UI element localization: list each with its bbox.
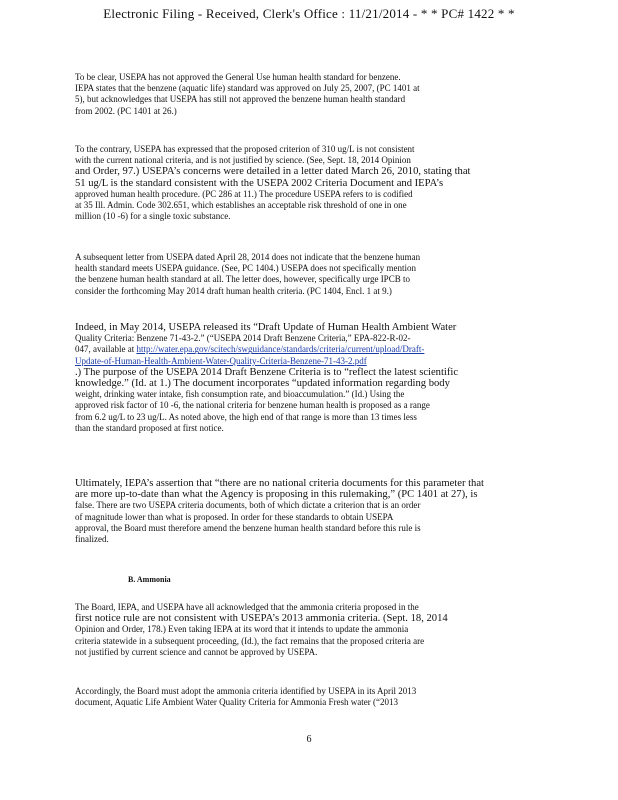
paragraph-usepa-concerns xyxy=(75,144,543,222)
text-line: document, Aquatic Life Ambient Water Quality Criteria for Ammonia Fresh water (“2013 xyxy=(75,697,399,708)
text-line: To the contrary, USEPA has expressed that the proposed criterion of 310 ug/L is not consistent xyxy=(75,144,415,154)
available-at-text: 047, available at xyxy=(75,344,135,355)
text-line: are more up-to-date than what the Agency is proposing in this rulemaking,” (PC 1401 at 27), is xyxy=(75,489,478,501)
text-line: Opinion and Order, 178.) Even taking IEPA at its word that it intends to update the ammonia xyxy=(75,624,409,635)
epa-draft-link[interactable]: http://water.epa.gov/scitech/swguidance/standards/criteria/current/upload/Draft- xyxy=(136,344,425,355)
text-line: weight, drinking water intake, fish consumption rate, and bioaccumulation.” (Id.) Using the xyxy=(75,389,405,400)
text-line: finalized. xyxy=(75,534,109,545)
text-line: 51 ug/L is the standard consistent with the USEPA 2002 Criteria Document and IEPA’s xyxy=(75,177,444,189)
text-line: Ultimately, IEPA’s assertion that “there are no national criteria documents for this parameter that xyxy=(75,478,485,489)
text-line: consider the forthcoming May 2014 draft human health criteria. (PC 1404, Encl. 1 at 9.) xyxy=(75,285,392,296)
filing-header: Electronic Filing - Received, Clerk's Office : 11/21/2014 - * * PC# 1422 * * xyxy=(103,6,515,21)
text-line: first notice rule are not consistent with USEPA’s 2013 ammonia criteria. (Sept. 18, 2014 xyxy=(75,613,448,625)
text-line: A subsequent letter from USEPA dated April 28, 2014 does not indicate that the benzene human xyxy=(75,252,421,262)
text-line: than the standard proposed at first notice. xyxy=(75,422,224,433)
section-heading-ammonia: B. Ammonia xyxy=(128,575,171,584)
text-line: Quality Criteria: Benzene 71-43-2.” (“USEPA 2014 Draft Benzene Criteria,” EPA-822-R-02- xyxy=(75,333,411,344)
text-line: not justified by current science and cannot be approved by USEPA. xyxy=(75,646,318,657)
text-line: IEPA states that the benzene (aquatic life) standard was approved on July 25, 2007, (PC 1401 at xyxy=(75,83,420,94)
text-line: false. There are two USEPA criteria documents, both of which dictate a criterion that is an order xyxy=(75,500,421,511)
paragraph-subsequent-letter xyxy=(75,252,543,297)
text-line xyxy=(75,356,543,367)
text-line xyxy=(75,344,543,355)
text-line: Indeed, in May 2014, USEPA released its “Draft Update of Human Health Ambient Water xyxy=(75,322,457,333)
text-line: .) The purpose of the USEPA 2014 Draft Benzene Criteria is to “reflect the latest scientific xyxy=(75,366,459,378)
text-line: criteria statewide in a subsequent proceeding, (Id.), the fact remains that the proposed criteria are xyxy=(75,635,425,646)
text-line: with the current national criteria, and is not justified by science. (See, Sept. 18, 2014 Opinion xyxy=(75,155,411,166)
paragraph-draft-benzene-criteria xyxy=(75,322,543,434)
text-line: the benzene human health standard at all. The letter does, however, specifically urge IPCB to xyxy=(75,274,410,285)
text-line: The Board, IEPA, and USEPA have all acknowledged that the ammonia criteria proposed in the xyxy=(75,602,419,612)
text-line: 5), but acknowledges that USEPA has still not approved the benzene human health standard xyxy=(75,94,406,105)
text-line: To be clear, USEPA has not approved the General Use human health standard for benzene. xyxy=(75,72,401,82)
text-line: of magnitude lower than what is proposed. In order for these standards to obtain USEPA xyxy=(75,511,394,522)
text-line: Accordingly, the Board must adopt the ammonia criteria identified by USEPA in its April 2013 xyxy=(75,686,417,696)
text-line: approved risk factor of 10 -6, the national criteria for benzene human health is proposed as a range xyxy=(75,400,430,411)
text-line: and Order, 97.) USEPA’s concerns were detailed in a letter dated March 26, 2010, stating that xyxy=(75,166,471,178)
paragraph-iepa-assertion xyxy=(75,478,543,545)
text-line: approval, the Board must therefore amend the benzene human health standard before this rule is xyxy=(75,522,421,533)
text-line: from 2002. (PC 1401 at 26.) xyxy=(75,105,177,116)
text-line: from 6.2 ug/L to 23 ug/L. As noted above, the high end of that range is more than 13 times less xyxy=(75,411,417,422)
paragraph-usepa-not-approved xyxy=(75,72,543,117)
text-line: knowledge.” (Id. at 1.) The document incorporates “updated information regarding body xyxy=(75,378,450,390)
page-number: 6 xyxy=(306,734,312,745)
epa-draft-link-continued[interactable]: Update-of-Human-Health-Ambient-Water-Quality-Criteria-Benzene-71-43-2.pdf xyxy=(75,355,367,366)
text-line: at 35 Ill. Admin. Code 302.651, which establishes an acceptable risk threshold of one in one xyxy=(75,200,407,211)
paragraph-accordingly xyxy=(75,686,543,708)
paragraph-ammonia-criteria xyxy=(75,602,543,658)
text-line: approved human health procedure. (PC 286 at 11.) The procedure USEPA refers to is codified xyxy=(75,188,413,199)
text-line: million (10 -6) for a single toxic substance. xyxy=(75,211,231,222)
text-line: health standard meets USEPA guidance. (See, PC 1404.) USEPA does not specifically mention xyxy=(75,263,417,274)
